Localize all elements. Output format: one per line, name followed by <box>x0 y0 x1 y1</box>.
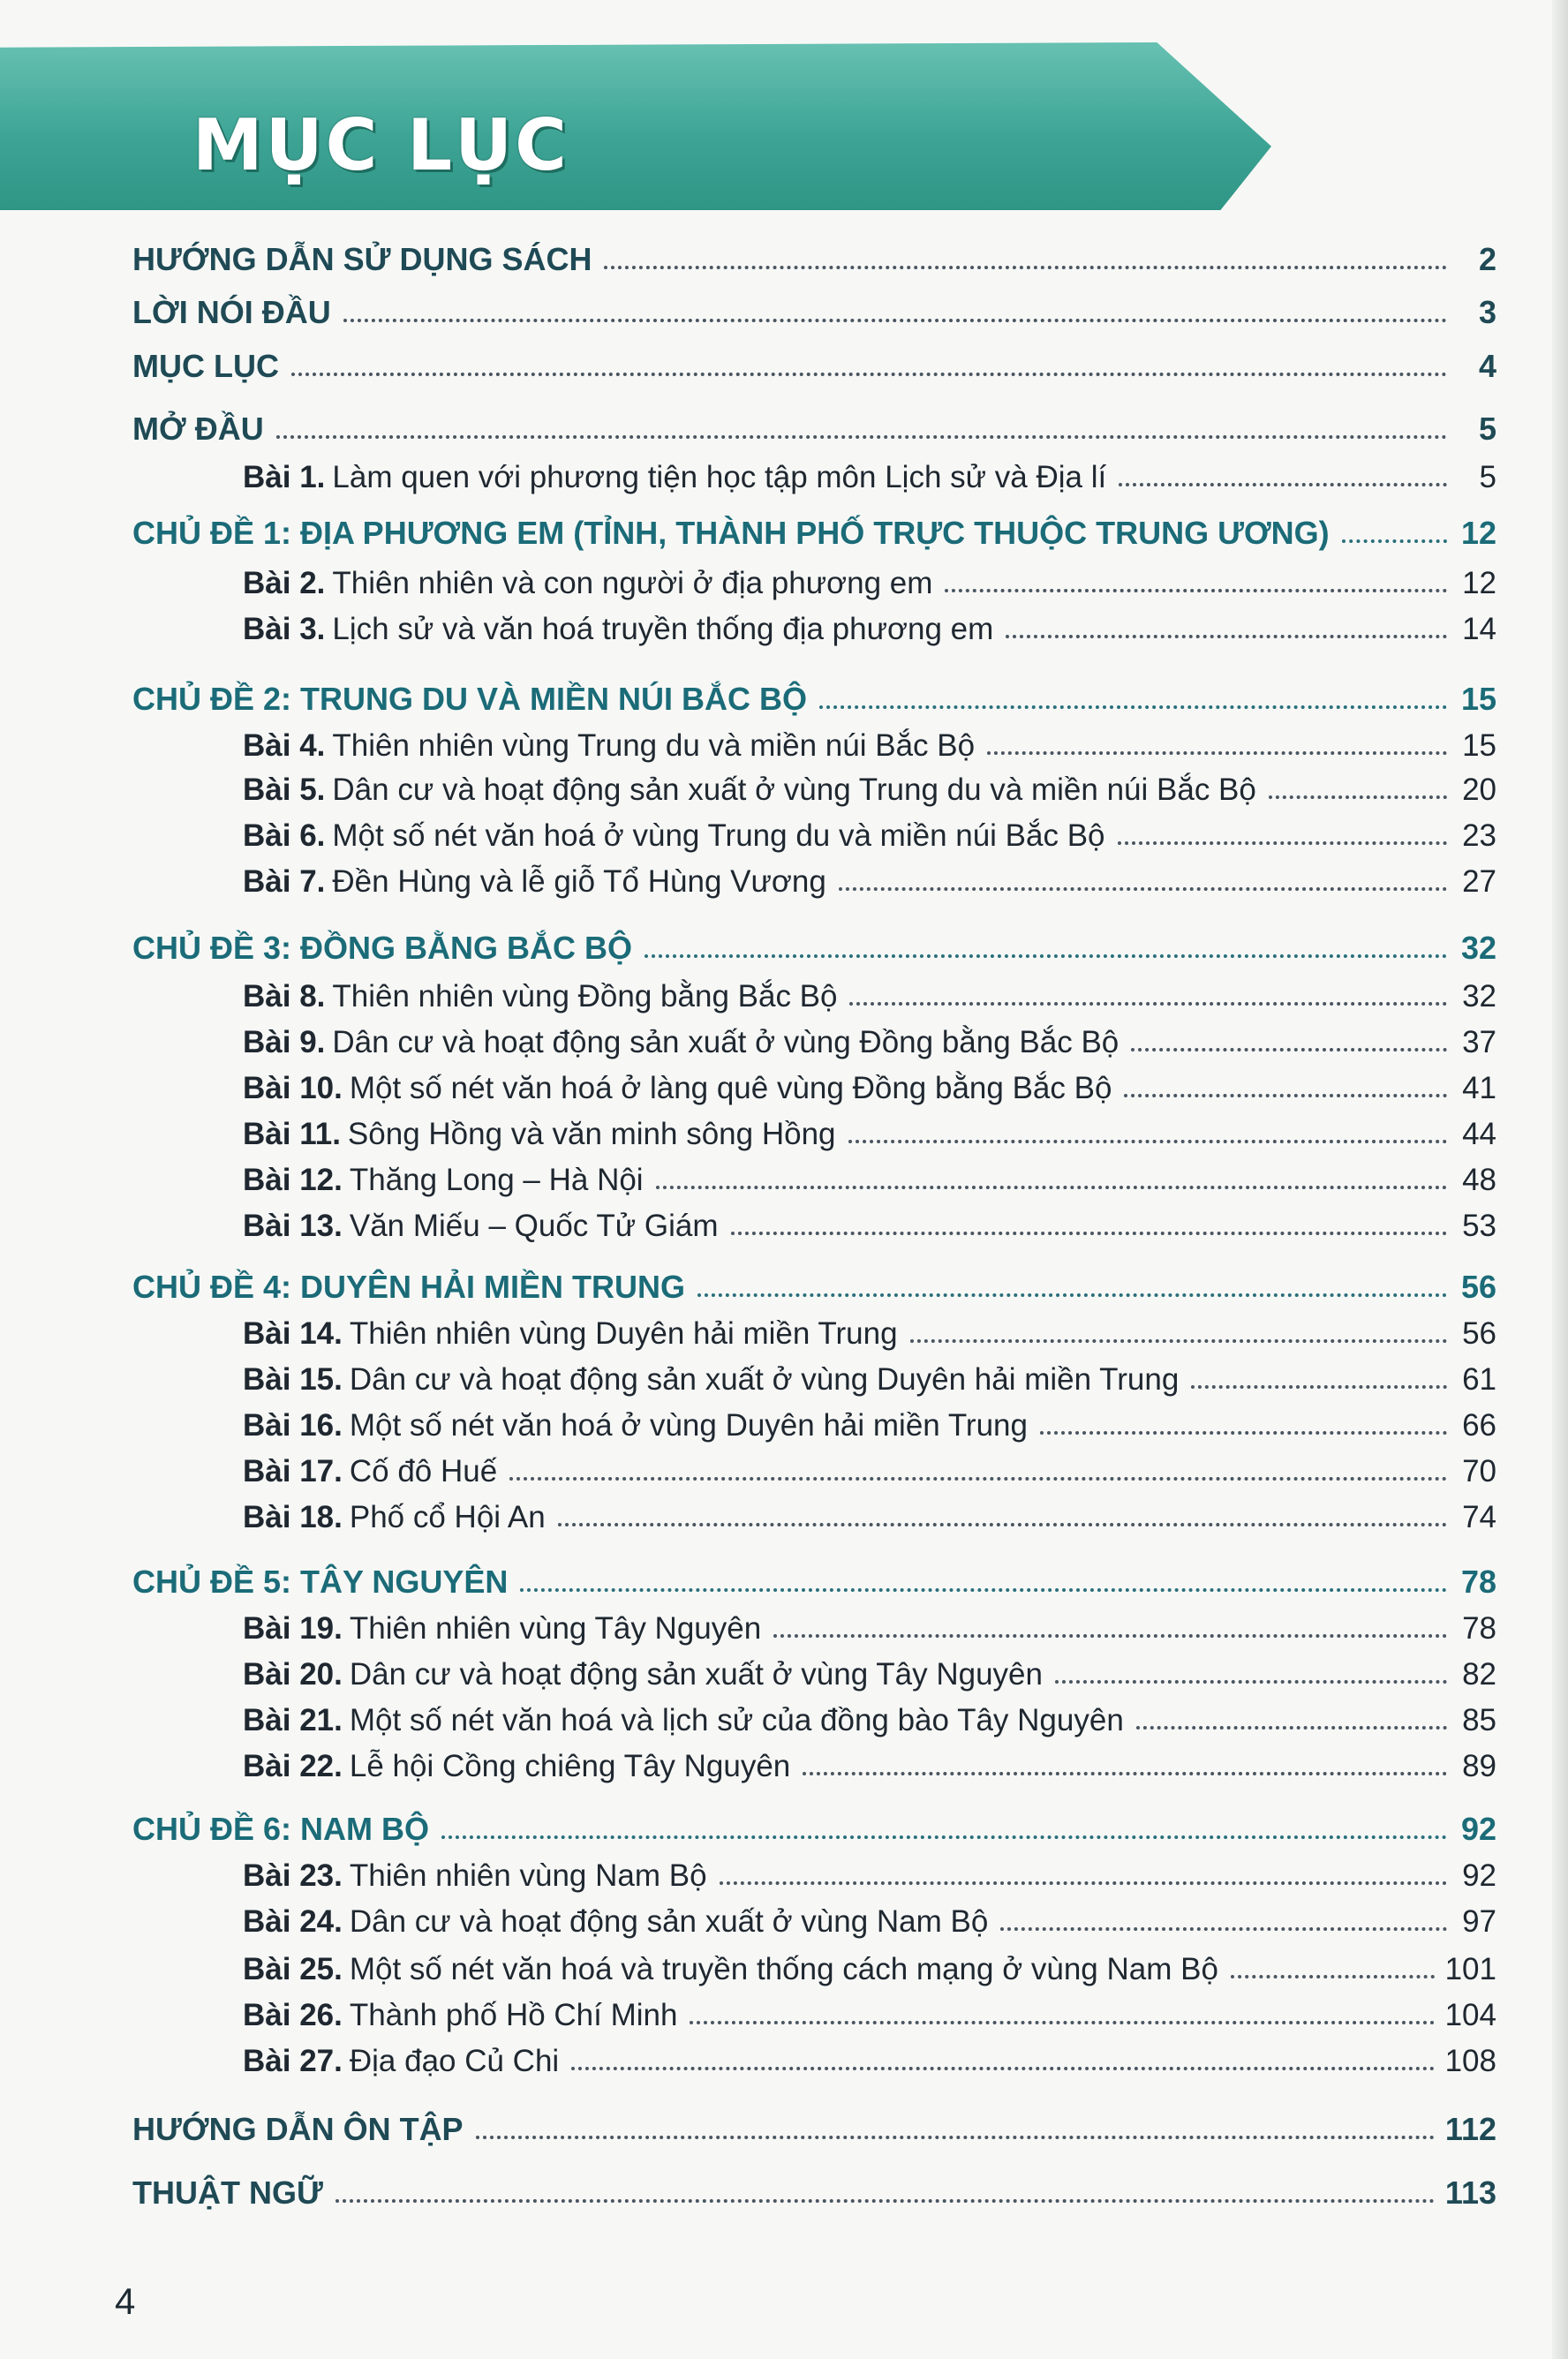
toc-entry[interactable] <box>132 284 1496 330</box>
page-edge <box>1552 0 1568 2359</box>
toc-lesson[interactable] <box>243 807 1496 853</box>
toc-chapter-label: CHỦ ĐỀ 3: ĐỒNG BẰNG BẮC BỘ <box>132 930 633 967</box>
toc-lesson-page: 70 <box>1462 1453 1496 1489</box>
toc-lesson-page: 37 <box>1462 1024 1496 1059</box>
toc-lesson[interactable] <box>243 1692 1496 1737</box>
toc-entry[interactable] <box>132 231 1496 277</box>
lesson-title: Thăng Long – Hà Nội <box>349 1162 644 1197</box>
lesson-title: Văn Miếu – Quốc Tử Giám <box>349 1208 719 1243</box>
toc-lesson-label <box>243 1455 497 1489</box>
dot-leader <box>571 2067 1434 2070</box>
lesson-title: Địa đạo Củ Chi <box>349 2043 560 2078</box>
toc-lesson-label <box>243 819 1105 854</box>
lesson-title: Một số nét văn hoá ở vùng Duyên hải miền Trung <box>349 1407 1028 1443</box>
toc-entry-page: 2 <box>1478 241 1496 278</box>
lesson-title: Lịch sử và văn hoá truyền thống địa phương em <box>332 611 994 646</box>
toc-lesson-page: 78 <box>1462 1610 1496 1646</box>
toc-lesson-label <box>243 1409 1028 1443</box>
toc-lesson-label <box>243 1658 1043 1692</box>
lesson-title: Làm quen với phương tiện học tập môn Lịch sử và Địa lí <box>332 459 1107 494</box>
toc-lesson-label <box>243 1953 1218 1987</box>
dot-leader <box>1191 1385 1447 1389</box>
lesson-number: Bài 9. <box>243 1024 326 1059</box>
lesson-number: Bài 16. <box>243 1407 343 1443</box>
toc-entry-page: 3 <box>1478 294 1496 331</box>
lesson-number: Bài 6. <box>243 818 326 853</box>
dot-leader <box>803 1772 1447 1775</box>
toc-lesson[interactable] <box>243 1600 1496 1646</box>
toc-lesson-page: 14 <box>1462 611 1496 646</box>
toc-lesson-page: 12 <box>1462 565 1496 600</box>
toc-lesson-page: 41 <box>1462 1070 1496 1105</box>
lesson-number: Bài 14. <box>243 1315 343 1351</box>
lesson-number: Bài 27. <box>243 2043 343 2078</box>
toc-entry-label: MỤC LỤC <box>132 348 279 385</box>
toc-lesson[interactable] <box>243 1646 1496 1692</box>
lesson-number: Bài 11. <box>243 1116 341 1151</box>
toc-lesson-page: 89 <box>1462 1748 1496 1783</box>
toc-entry-page: 112 <box>1444 2111 1496 2148</box>
dot-leader <box>1055 1680 1447 1684</box>
dot-leader <box>604 266 1447 269</box>
lesson-title: Một số nét văn hoá và lịch sử của đồng bào Tây Nguyên <box>349 1702 1124 1737</box>
toc-chapter[interactable] <box>132 1801 1496 1847</box>
dot-leader <box>839 887 1447 891</box>
toc-chapter[interactable] <box>132 671 1496 717</box>
lesson-number: Bài 2. <box>243 565 326 600</box>
lesson-number: Bài 19. <box>243 1610 343 1646</box>
toc-chapter-page: 32 <box>1460 930 1496 967</box>
dot-leader <box>773 1634 1447 1638</box>
lesson-title: Dân cư và hoạt động sản xuất ở vùng Trung du và miền núi Bắc Bộ <box>332 772 1256 807</box>
dot-leader <box>1118 841 1447 845</box>
toc-lesson-page: 20 <box>1462 772 1496 807</box>
lesson-number: Bài 22. <box>243 1748 343 1783</box>
toc-chapter-label: CHỦ ĐỀ 5: TÂY NGUYÊN <box>132 1564 509 1601</box>
toc-lesson-page: 23 <box>1462 818 1496 853</box>
lesson-number: Bài 3. <box>243 611 326 646</box>
toc-entry-label: LỜI NÓI ĐẦU <box>132 294 331 331</box>
toc-lesson-page: 56 <box>1462 1315 1496 1351</box>
toc-lesson-page: 101 <box>1444 1951 1496 1986</box>
toc-entry-page: 4 <box>1478 348 1496 385</box>
toc-lesson[interactable] <box>243 761 1496 807</box>
toc-chapter[interactable] <box>132 1259 1496 1305</box>
lesson-title: Thiên nhiên vùng Duyên hải miền Trung <box>349 1315 898 1351</box>
toc-lesson-page: 74 <box>1462 1499 1496 1534</box>
toc-lesson[interactable] <box>243 1443 1496 1489</box>
toc-entry[interactable] <box>132 338 1496 384</box>
toc-lesson-label <box>243 773 1256 808</box>
lesson-number: Bài 13. <box>243 1208 343 1243</box>
toc-lesson-label <box>243 567 932 601</box>
toc-lesson[interactable] <box>243 1847 1496 1893</box>
dot-leader <box>1124 1094 1447 1097</box>
dot-leader <box>276 435 1447 439</box>
toc-lesson-label <box>243 865 826 900</box>
lesson-title: Một số nét văn hoá ở làng quê vùng Đồng bằng Bắc Bộ <box>349 1070 1112 1105</box>
toc-lesson[interactable] <box>243 1305 1496 1351</box>
toc-chapter-label: CHỦ ĐỀ 2: TRUNG DU VÀ MIỀN NÚI BẮC BỘ <box>132 681 808 718</box>
title-banner <box>0 42 1271 210</box>
lesson-number: Bài 7. <box>243 863 326 899</box>
lesson-title: Một số nét văn hoá ở vùng Trung du và miền núi Bắc Bộ <box>332 818 1105 853</box>
lesson-title: Thiên nhiên vùng Tây Nguyên <box>349 1610 762 1646</box>
dot-leader <box>1040 1431 1447 1435</box>
dot-leader <box>509 1477 1447 1481</box>
lesson-title: Dân cư và hoạt động sản xuất ở vùng Duyên hải miền Trung <box>349 1361 1180 1397</box>
lesson-number: Bài 1. <box>243 459 326 494</box>
toc-chapter[interactable] <box>132 1554 1496 1600</box>
toc-chapter-label: CHỦ ĐỀ 6: NAM BỘ <box>132 1811 430 1848</box>
dot-leader <box>476 2136 1435 2139</box>
toc-lesson[interactable] <box>243 1397 1496 1443</box>
lesson-number: Bài 20. <box>243 1656 343 1692</box>
dot-leader <box>343 319 1447 322</box>
toc-lesson-label <box>243 1363 1179 1398</box>
toc-lesson-page: 97 <box>1462 1903 1496 1939</box>
dot-leader <box>1269 795 1447 799</box>
dot-leader <box>1131 1048 1447 1051</box>
dot-leader <box>1006 635 1447 638</box>
dot-leader <box>1000 1927 1447 1931</box>
dot-leader <box>849 1002 1447 1006</box>
toc-lesson-label <box>243 1072 1112 1106</box>
lesson-title: Thành phố Hồ Chí Minh <box>349 1997 678 2032</box>
toc-entry[interactable] <box>132 2101 1496 2147</box>
toc-lesson-page: 48 <box>1462 1162 1496 1197</box>
lesson-title: Thiên nhiên vùng Trung du và miền núi Bắc Bộ <box>332 727 976 763</box>
toc-lesson-page: 108 <box>1444 2043 1496 2078</box>
lesson-number: Bài 21. <box>243 1702 343 1737</box>
toc-chapter-page: 92 <box>1460 1811 1496 1848</box>
lesson-title: Đền Hùng và lễ giỗ Tổ Hùng Vương <box>332 863 826 899</box>
toc-entry-page: 5 <box>1478 411 1496 448</box>
toc-lesson-page: 53 <box>1462 1208 1496 1243</box>
lesson-title: Dân cư và hoạt động sản xuất ở vùng Đồng bằng Bắc Bộ <box>332 1024 1119 1059</box>
toc-lesson[interactable] <box>243 600 1496 646</box>
toc-lesson-label <box>243 1026 1119 1060</box>
dot-leader <box>1136 1726 1447 1730</box>
page-number: 4 <box>115 2280 136 2322</box>
toc-lesson[interactable] <box>243 1059 1496 1105</box>
toc-entry[interactable] <box>132 401 1496 447</box>
dot-leader <box>690 2021 1434 2024</box>
lesson-number: Bài 12. <box>243 1162 343 1197</box>
lesson-number: Bài 17. <box>243 1453 343 1489</box>
toc-lesson-label <box>243 729 975 764</box>
lesson-number: Bài 23. <box>243 1858 343 1893</box>
dot-leader <box>731 1232 1447 1235</box>
dot-leader <box>335 2199 1435 2203</box>
lesson-number: Bài 8. <box>243 978 326 1014</box>
lesson-number: Bài 26. <box>243 1997 343 2032</box>
toc-lesson[interactable] <box>243 1986 1496 2032</box>
lesson-number: Bài 24. <box>243 1903 343 1939</box>
toc-entry-label: THUẬT NGỮ <box>132 2174 323 2212</box>
dot-leader <box>945 589 1447 592</box>
toc-lesson[interactable] <box>243 1197 1496 1243</box>
toc-lesson-label <box>243 461 1106 495</box>
lesson-number: Bài 4. <box>243 727 326 763</box>
toc-lesson-label <box>243 1612 761 1647</box>
toc-lesson-label <box>243 1164 644 1198</box>
toc-lesson[interactable] <box>243 1351 1496 1397</box>
toc-chapter[interactable] <box>132 920 1496 966</box>
lesson-number: Bài 15. <box>243 1361 343 1397</box>
lesson-title: Thiên nhiên và con người ở địa phương em <box>332 565 933 600</box>
toc-lesson-page: 5 <box>1479 459 1496 494</box>
dot-leader <box>987 751 1447 755</box>
lesson-number: Bài 5. <box>243 772 326 807</box>
dot-leader <box>645 954 1447 958</box>
toc-lesson-page: 32 <box>1462 978 1496 1014</box>
dot-leader <box>558 1523 1447 1526</box>
toc-lesson-label <box>243 980 837 1014</box>
dot-leader <box>291 373 1447 376</box>
toc-lesson-label <box>243 1999 677 2033</box>
toc-chapter-label: CHỦ ĐỀ 4: DUYÊN HẢI MIỀN TRUNG <box>132 1269 686 1306</box>
toc-lesson-page: 15 <box>1462 727 1496 763</box>
toc-lesson-page: 104 <box>1444 1997 1496 2032</box>
toc-lesson[interactable] <box>243 1105 1496 1151</box>
lesson-title: Cố đô Huế <box>349 1453 498 1489</box>
toc-lesson[interactable] <box>243 1489 1496 1534</box>
lesson-title: Dân cư và hoạt động sản xuất ở vùng Tây Nguyên <box>349 1656 1043 1692</box>
dot-leader <box>1342 539 1447 543</box>
dot-leader <box>697 1293 1447 1297</box>
toc-entry-label: HƯỚNG DẪN SỬ DỤNG SÁCH <box>132 241 592 278</box>
lesson-title: Thiên nhiên vùng Đồng bằng Bắc Bộ <box>332 978 838 1014</box>
lesson-title: Sông Hồng và văn minh sông Hồng <box>347 1116 836 1151</box>
dot-leader <box>848 1140 1447 1143</box>
toc-lesson-page: 61 <box>1462 1361 1496 1397</box>
toc-lesson-label <box>243 1905 988 1940</box>
dot-leader <box>656 1186 1447 1189</box>
dot-leader <box>1231 1975 1435 1978</box>
toc-lesson[interactable] <box>243 717 1496 763</box>
toc-lesson-label <box>243 1750 790 1784</box>
lesson-title: Phố cổ Hội An <box>349 1499 546 1534</box>
toc-lesson-page: 66 <box>1462 1407 1496 1443</box>
toc-chapter-page: 56 <box>1460 1269 1496 1306</box>
toc-lesson[interactable] <box>243 968 1496 1014</box>
toc-lesson-page: 92 <box>1462 1858 1496 1893</box>
toc-chapter-page: 78 <box>1460 1564 1496 1601</box>
toc-lesson[interactable] <box>243 2032 1496 2078</box>
lesson-number: Bài 18. <box>243 1499 343 1534</box>
toc-lesson[interactable] <box>243 1014 1496 1059</box>
lesson-number: Bài 25. <box>243 1951 343 1986</box>
toc-entry-label: MỞ ĐẦU <box>132 411 264 448</box>
toc-lesson[interactable] <box>243 1737 1496 1783</box>
toc-lesson[interactable] <box>243 1893 1496 1939</box>
dot-leader <box>910 1339 1447 1343</box>
toc-lesson-page: 27 <box>1462 863 1496 899</box>
toc-lesson[interactable] <box>243 448 1496 494</box>
toc-entry-label: HƯỚNG DẪN ÔN TẬP <box>132 2111 464 2148</box>
page-title: MỤC LỤC <box>192 104 569 186</box>
dot-leader <box>819 705 1447 709</box>
toc-lesson-label <box>243 1704 1124 1738</box>
toc-lesson-page: 85 <box>1462 1702 1496 1737</box>
toc-lesson[interactable] <box>243 1941 1496 1986</box>
toc-lesson-label <box>243 2045 559 2079</box>
toc-lesson-label <box>243 1118 836 1152</box>
toc-entry[interactable] <box>132 2165 1496 2211</box>
dot-leader <box>520 1588 1447 1592</box>
dot-leader <box>1119 483 1447 486</box>
lesson-title: Một số nét văn hoá và truyền thống cách mạng ở vùng Nam Bộ <box>349 1951 1218 1986</box>
dot-leader <box>720 1881 1447 1885</box>
toc-lesson-page: 82 <box>1462 1656 1496 1692</box>
toc-chapter-label: CHỦ ĐỀ 1: ĐỊA PHƯƠNG EM (TỈNH, THÀNH PHỐ TRỰC THUỘC TRUNG ƯƠNG) <box>132 515 1330 552</box>
toc-chapter-page: 15 <box>1460 681 1496 718</box>
lesson-number: Bài 10. <box>243 1070 343 1105</box>
dot-leader <box>441 1835 1447 1839</box>
toc-lesson-page: 44 <box>1462 1116 1496 1151</box>
lesson-title: Dân cư và hoạt động sản xuất ở vùng Nam Bộ <box>349 1903 989 1939</box>
toc-chapter-page: 12 <box>1460 515 1496 552</box>
toc-chapter[interactable] <box>132 505 1496 551</box>
lesson-title: Thiên nhiên vùng Nam Bộ <box>349 1858 707 1893</box>
toc-lesson-label <box>243 1317 898 1352</box>
toc-lesson-label <box>243 613 993 647</box>
toc-lesson-label <box>243 1210 719 1244</box>
toc-lesson-label <box>243 1859 707 1894</box>
toc-lesson-label <box>243 1501 546 1535</box>
toc-lesson[interactable] <box>243 853 1496 899</box>
toc-lesson[interactable] <box>243 1151 1496 1197</box>
toc-lesson[interactable] <box>243 554 1496 600</box>
toc-entry-page: 113 <box>1444 2174 1496 2212</box>
lesson-title: Lễ hội Cồng chiêng Tây Nguyên <box>349 1748 791 1783</box>
